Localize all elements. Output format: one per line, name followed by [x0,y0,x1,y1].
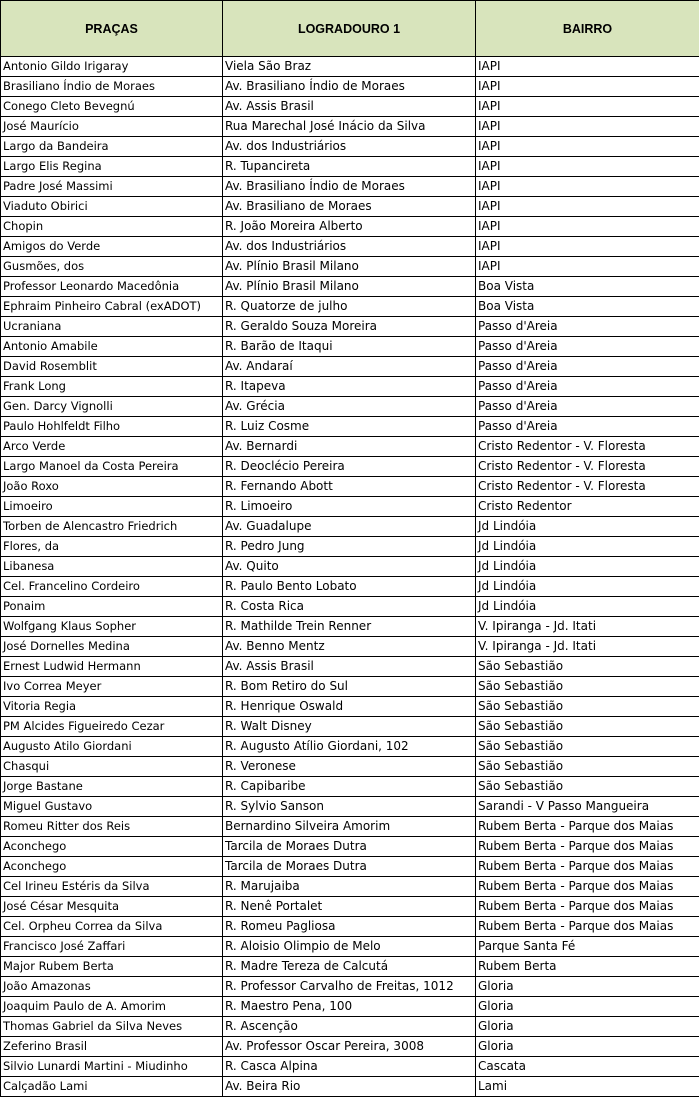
bairro-cell: Jd Lindóia [476,517,699,537]
praca-cell: Ucraniana [1,317,223,337]
table-row [1,837,699,857]
praca-cell: Aconchego [1,857,223,877]
logradouro-cell: Tarcila de Moraes Dutra [223,837,476,857]
praca-cell: Frank Long [1,377,223,397]
praca-cell: Libanesa [1,557,223,577]
logradouro-cell: Av. Assis Brasil [223,97,476,117]
table-row [1,197,699,217]
praca-cell: Conego Cleto Bevegnú [1,97,223,117]
table-row [1,757,699,777]
logradouro-cell: R. João Moreira Alberto [223,217,476,237]
praca-cell: PM Alcides Figueiredo Cezar [1,717,223,737]
logradouro-cell: R. Limoeiro [223,497,476,517]
bairro-cell: IAPI [476,97,699,117]
header-pracas: PRAÇAS [1,1,223,57]
logradouro-cell: R. Capibaribe [223,777,476,797]
table-row [1,337,699,357]
table-row [1,1077,699,1097]
praca-cell: Limoeiro [1,497,223,517]
bairro-cell: São Sebastião [476,657,699,677]
bairro-cell: Rubem Berta - Parque dos Maias [476,817,699,837]
bairro-cell: IAPI [476,117,699,137]
praca-cell: Silvio Lunardi Martini - Miudinho [1,1057,223,1077]
praca-cell: José Dornelles Medina [1,637,223,657]
header-bairro: BAIRRO [476,1,699,57]
bairro-cell: Jd Lindóia [476,597,699,617]
bairro-cell: Passo d'Areia [476,337,699,357]
bairro-cell: Cristo Redentor [476,497,699,517]
table-row [1,957,699,977]
bairro-cell: Rubem Berta - Parque dos Maias [476,837,699,857]
logradouro-cell: Av. Beira Rio [223,1077,476,1097]
table-row [1,497,699,517]
bairro-cell: Passo d'Areia [476,417,699,437]
bairro-cell: IAPI [476,77,699,97]
bairro-cell: Passo d'Areia [476,377,699,397]
table-row [1,1037,699,1057]
bairro-cell: Jd Lindóia [476,577,699,597]
praca-cell: Paulo Hohlfeldt Filho [1,417,223,437]
bairro-cell: São Sebastião [476,717,699,737]
bairro-cell: Gloria [476,997,699,1017]
table-row [1,517,699,537]
bairro-cell: Gloria [476,1017,699,1037]
table-row [1,817,699,837]
logradouro-cell: R. Quatorze de julho [223,297,476,317]
praca-cell: Thomas Gabriel da Silva Neves [1,1017,223,1037]
praca-cell: Ponaim [1,597,223,617]
logradouro-cell: R. Costa Rica [223,597,476,617]
bairro-cell: IAPI [476,197,699,217]
table-row [1,557,699,577]
praca-cell: João Roxo [1,477,223,497]
praca-cell: Viaduto Obirici [1,197,223,217]
praca-cell: Antonio Gildo Irigaray [1,57,223,77]
logradouro-cell: Tarcila de Moraes Dutra [223,857,476,877]
table-row [1,257,699,277]
bairro-cell: IAPI [476,157,699,177]
table-row [1,97,699,117]
bairro-cell: Cristo Redentor - V. Floresta [476,437,699,457]
bairro-cell: Gloria [476,977,699,997]
logradouro-cell: Av. Bernardi [223,437,476,457]
bairro-cell: V. Ipiranga - Jd. Itati [476,637,699,657]
logradouro-cell: R. Luiz Cosme [223,417,476,437]
praca-cell: Major Rubem Berta [1,957,223,977]
logradouro-cell: Av. Plínio Brasil Milano [223,257,476,277]
bairro-cell: IAPI [476,257,699,277]
table-row [1,297,699,317]
bairro-cell: Cascata [476,1057,699,1077]
bairro-cell: Cristo Redentor - V. Floresta [476,457,699,477]
logradouro-cell: R. Mathilde Trein Renner [223,617,476,637]
praca-cell: Vitoria Regia [1,697,223,717]
logradouro-cell: Viela São Braz [223,57,476,77]
logradouro-cell: Av. Brasiliano Índio de Moraes [223,77,476,97]
table-row [1,1057,699,1077]
praca-cell: João Amazonas [1,977,223,997]
logradouro-cell: Av. Grécia [223,397,476,417]
praca-cell: Wolfgang Klaus Sopher [1,617,223,637]
logradouro-cell: Av. dos Industriários [223,237,476,257]
logradouro-cell: R. Veronese [223,757,476,777]
praca-cell: Brasiliano Índio de Moraes [1,77,223,97]
logradouro-cell: Av. Professor Oscar Pereira, 3008 [223,1037,476,1057]
bairro-cell: Rubem Berta - Parque dos Maias [476,917,699,937]
logradouro-cell: R. Tupancireta [223,157,476,177]
table-row [1,857,699,877]
praca-cell: David Rosemblit [1,357,223,377]
logradouro-cell: R. Bom Retiro do Sul [223,677,476,697]
logradouro-cell: Av. Andaraí [223,357,476,377]
praca-cell: Gen. Darcy Vignolli [1,397,223,417]
praca-cell: Torben de Alencastro Friedrich [1,517,223,537]
bairro-cell: Jd Lindóia [476,557,699,577]
table-row [1,237,699,257]
table-row [1,137,699,157]
logradouro-cell: R. Geraldo Souza Moreira [223,317,476,337]
logradouro-cell: Av. Plínio Brasil Milano [223,277,476,297]
logradouro-cell: R. Itapeva [223,377,476,397]
praca-cell: Romeu Ritter dos Reis [1,817,223,837]
table-row [1,217,699,237]
table-row [1,277,699,297]
logradouro-cell: Av. Assis Brasil [223,657,476,677]
praca-cell: Padre José Massimi [1,177,223,197]
logradouro-cell: Av. dos Industriários [223,137,476,157]
praca-cell: Gusmões, dos [1,257,223,277]
logradouro-cell: Av. Brasiliano de Moraes [223,197,476,217]
logradouro-cell: R. Pedro Jung [223,537,476,557]
logradouro-cell: R. Sylvio Sanson [223,797,476,817]
logradouro-cell: R. Romeu Pagliosa [223,917,476,937]
bairro-cell: Gloria [476,1037,699,1057]
table-row [1,597,699,617]
praca-cell: Flores, da [1,537,223,557]
logradouro-cell: R. Barão de Itaqui [223,337,476,357]
logradouro-cell: R. Madre Tereza de Calcutá [223,957,476,977]
logradouro-cell: R. Professor Carvalho de Freitas, 1012 [223,977,476,997]
bairro-cell: São Sebastião [476,737,699,757]
logradouro-cell: R. Marujaiba [223,877,476,897]
logradouro-cell: Av. Brasiliano Índio de Moraes [223,177,476,197]
praca-cell: Calçadão Lami [1,1077,223,1097]
header-logradouro: LOGRADOURO 1 [223,1,476,57]
table-row [1,697,699,717]
table-row [1,657,699,677]
praca-cell: Professor Leonardo Macedônia [1,277,223,297]
praca-cell: Cel Irineu Estéris da Silva [1,877,223,897]
praca-cell: Jorge Bastane [1,777,223,797]
logradouro-cell: Av. Guadalupe [223,517,476,537]
table-row [1,457,699,477]
praca-cell: Francisco José Zaffari [1,937,223,957]
logradouro-cell: R. Henrique Oswald [223,697,476,717]
table-row [1,397,699,417]
praca-cell: Augusto Atilo Giordani [1,737,223,757]
logradouro-cell: R. Paulo Bento Lobato [223,577,476,597]
praca-cell: Cel. Francelino Cordeiro [1,577,223,597]
logradouro-cell: Av. Quito [223,557,476,577]
table-row [1,577,699,597]
table-row [1,1017,699,1037]
bairro-cell: São Sebastião [476,757,699,777]
bairro-cell: Rubem Berta [476,957,699,977]
table-row [1,897,699,917]
logradouro-cell: R. Aloisio Olimpio de Melo [223,937,476,957]
bairro-cell: São Sebastião [476,677,699,697]
table-row [1,77,699,97]
praca-cell: Aconchego [1,837,223,857]
table-row [1,57,699,77]
table-row [1,877,699,897]
bairro-cell: IAPI [476,57,699,77]
praca-cell: Ephraim Pinheiro Cabral (exADOT) [1,297,223,317]
header-row [1,1,699,57]
bairro-cell: IAPI [476,217,699,237]
praca-cell: Zeferino Brasil [1,1037,223,1057]
bairro-cell: Rubem Berta - Parque dos Maias [476,897,699,917]
table-row [1,177,699,197]
table-row [1,317,699,337]
bairro-cell: Boa Vista [476,277,699,297]
table-row [1,477,699,497]
table-row [1,617,699,637]
logradouro-cell: R. Walt Disney [223,717,476,737]
bairro-cell: Boa Vista [476,297,699,317]
bairro-cell: V. Ipiranga - Jd. Itati [476,617,699,637]
bairro-cell: IAPI [476,137,699,157]
praca-cell: José Maurício [1,117,223,137]
bairro-cell: São Sebastião [476,777,699,797]
table-row [1,777,699,797]
table-row [1,797,699,817]
praca-cell: Ernest Ludwid Hermann [1,657,223,677]
praca-cell: Antonio Amabile [1,337,223,357]
praca-cell: Joaquim Paulo de A. Amorim [1,997,223,1017]
logradouro-cell: R. Nenê Portalet [223,897,476,917]
logradouro-cell: R. Deoclécio Pereira [223,457,476,477]
praca-cell: Cel. Orpheu Correa da Silva [1,917,223,937]
table-row [1,717,699,737]
bairro-cell: Rubem Berta - Parque dos Maias [476,857,699,877]
table-row [1,997,699,1017]
table-row [1,537,699,557]
table-row [1,737,699,757]
praca-cell: Largo Elis Regina [1,157,223,177]
bairro-cell: Passo d'Areia [476,317,699,337]
table-row [1,417,699,437]
logradouro-cell: Bernardino Silveira Amorim [223,817,476,837]
bairro-cell: Passo d'Areia [476,397,699,417]
table-row [1,437,699,457]
praca-cell: Amigos do Verde [1,237,223,257]
logradouro-cell: Rua Marechal José Inácio da Silva [223,117,476,137]
praca-cell: José César Mesquita [1,897,223,917]
bairro-cell: IAPI [476,177,699,197]
logradouro-cell: R. Maestro Pena, 100 [223,997,476,1017]
table-row [1,637,699,657]
logradouro-cell: R. Fernando Abott [223,477,476,497]
logradouro-cell: R. Casca Alpina [223,1057,476,1077]
praca-cell: Miguel Gustavo [1,797,223,817]
praca-cell: Chasqui [1,757,223,777]
table-row [1,377,699,397]
table-row [1,917,699,937]
praca-cell: Chopin [1,217,223,237]
table-row [1,677,699,697]
bairro-cell: IAPI [476,237,699,257]
bairro-cell: Lami [476,1077,699,1097]
table-row [1,357,699,377]
bairro-cell: Parque Santa Fé [476,937,699,957]
bairro-cell: São Sebastião [476,697,699,717]
logradouro-cell: R. Ascenção [223,1017,476,1037]
bairro-cell: Sarandi - V Passo Mangueira [476,797,699,817]
praca-cell: Largo Manoel da Costa Pereira [1,457,223,477]
table-row [1,937,699,957]
table-row [1,157,699,177]
bairro-cell: Passo d'Areia [476,357,699,377]
table-row [1,977,699,997]
table-row [1,117,699,137]
bairro-cell: Jd Lindóia [476,537,699,557]
praca-cell: Largo da Bandeira [1,137,223,157]
praca-cell: Ivo Correa Meyer [1,677,223,697]
logradouro-cell: Av. Benno Mentz [223,637,476,657]
logradouro-cell: R. Augusto Atílio Giordani, 102 [223,737,476,757]
bairro-cell: Cristo Redentor - V. Floresta [476,477,699,497]
bairro-cell: Rubem Berta - Parque dos Maias [476,877,699,897]
praca-cell: Arco Verde [1,437,223,457]
